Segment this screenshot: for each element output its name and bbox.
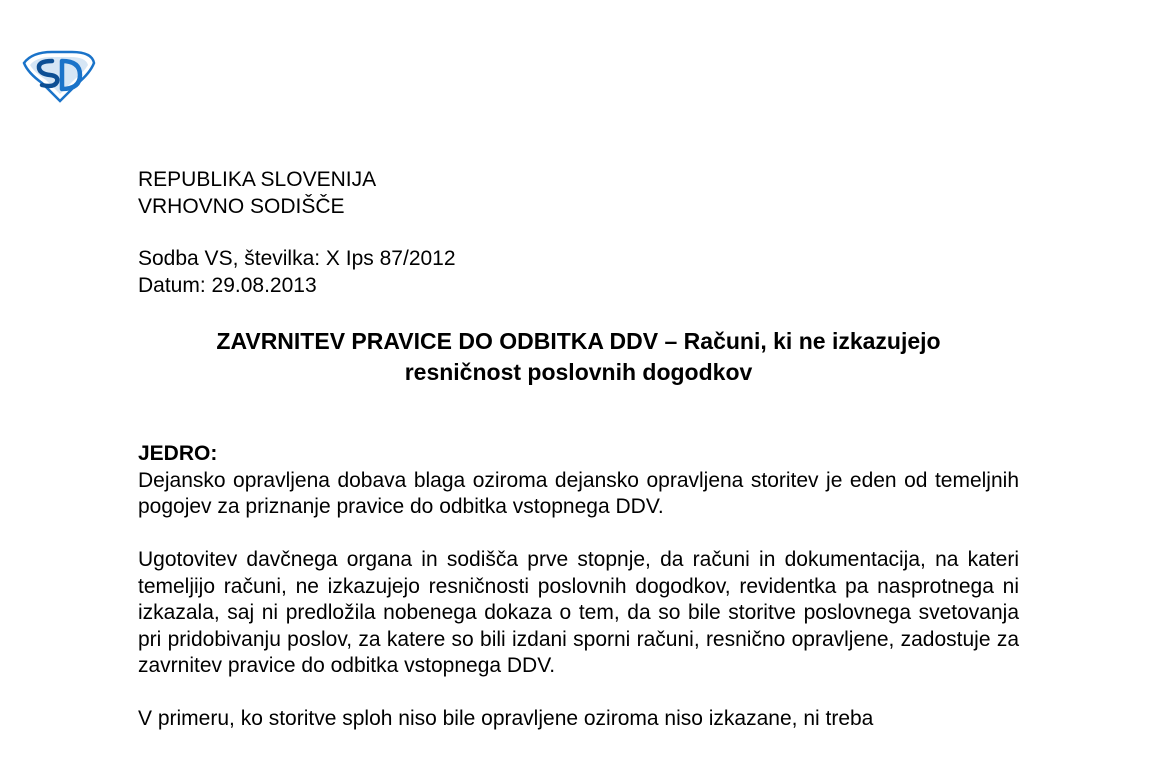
case-meta (138, 245, 456, 299)
title-line-1: ZAVRNITEV PRAVICE DO ODBITKA DDV – Računi, ki ne izkazujejo (216, 328, 941, 354)
document-title (138, 326, 1019, 388)
supreme-court-shield-logo-icon (22, 49, 96, 103)
case-number: Sodba VS, številka: X Ips 87/2012 (138, 247, 456, 270)
court-logo (22, 49, 96, 103)
title-line-2: resničnost poslovnih dogodkov (404, 359, 753, 385)
paragraph: Dejansko opravljena dobava blaga oziroma dejansko opravljena storitev je eden od temeljnih pogojev za priznanje pravice do odbitka vstopnega DDV. (138, 468, 1019, 518)
document-body (138, 441, 1019, 759)
country-name: REPUBLIKA SLOVENIJA (138, 168, 377, 191)
court-name: VRHOVNO SODIŠČE (138, 195, 345, 218)
paragraph: Ugotovitev davčnega organa in sodišča prve stopnje, da računi in dokumentacija, na kateri temeljijo računi, ne izkazujejo resničnosti poslovnih dogodkov, revidentka pa nasprotnega ni izkazala, saj ni predložila nobenega dokaza o tem, da so bile storitve poslovnega svetovanja pri pridobivanju poslov, za katere so bili izdani sporni računi, resnično opravljene, zadostuje za zavrnitev pravice do odbitka vstopnega DDV. (138, 548, 1019, 677)
section-heading-jedro: JEDRO: (138, 442, 218, 465)
case-date: Datum: 29.08.2013 (138, 274, 317, 297)
document-header (138, 166, 376, 220)
paragraph: V primeru, ko storitve sploh niso bile opravljene oziroma niso izkazane, ni treba (138, 707, 874, 730)
